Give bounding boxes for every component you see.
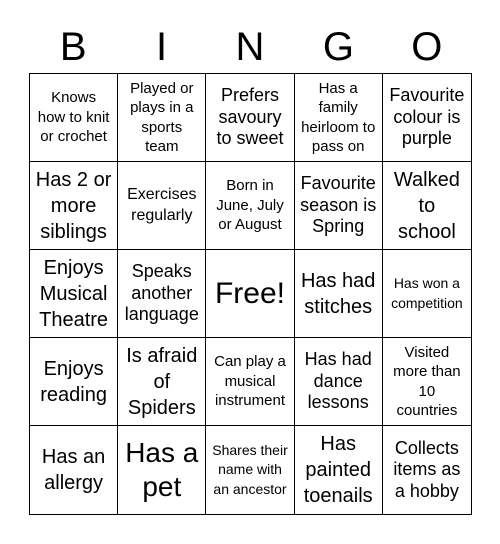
bingo-board xyxy=(29,73,472,515)
header-letter-b: B xyxy=(59,25,87,69)
bingo-cell[interactable] xyxy=(383,426,471,514)
bingo-cell-text: Is afraid of Spiders xyxy=(126,344,198,419)
bingo-cell-text: Has a family heirloom to pass on xyxy=(301,79,376,155)
bingo-cell[interactable] xyxy=(383,250,471,338)
bingo-cell[interactable] xyxy=(30,162,118,250)
bingo-cell-text: Collects items as a hobby xyxy=(393,437,461,501)
bingo-cell-text: Born in June, July or August xyxy=(216,177,284,234)
bingo-cell[interactable] xyxy=(118,338,206,426)
bingo-cell-text: Knows how to knit or crochet xyxy=(37,89,110,146)
bingo-cell[interactable] xyxy=(206,162,294,250)
bingo-cell-text: Shares their name with an ancestor xyxy=(212,441,288,497)
bingo-cell-text: Has had dance lessons xyxy=(304,349,372,413)
bingo-cell[interactable] xyxy=(118,250,206,338)
free-space-cell[interactable] xyxy=(206,250,294,338)
bingo-cell[interactable] xyxy=(206,74,294,162)
header-letter-g: G xyxy=(322,25,354,69)
bingo-cell-text: Enjoys Musical Theatre xyxy=(39,256,109,331)
bingo-cell-text: Visited more than 10 countries xyxy=(393,343,461,419)
bingo-cell-text: Favourite season is Spring xyxy=(300,173,377,237)
bingo-cell-text: Has 2 or more siblings xyxy=(35,168,112,243)
bingo-cell-text: Prefers savoury to sweet xyxy=(216,85,284,149)
bingo-cell[interactable] xyxy=(30,250,118,338)
bingo-cell-text: Speaks another language xyxy=(124,261,199,325)
bingo-cell[interactable] xyxy=(118,162,206,250)
bingo-cell[interactable] xyxy=(30,426,118,514)
bingo-cell-text: Has a pet xyxy=(125,437,199,502)
bingo-cell[interactable] xyxy=(383,162,471,250)
bingo-cell-text: Has had stitches xyxy=(300,269,376,318)
bingo-cell-text: Played or plays in a sports team xyxy=(130,79,194,155)
bingo-cell-text: Walked to school xyxy=(393,168,460,243)
bingo-cell[interactable] xyxy=(118,426,206,514)
bingo-cell[interactable] xyxy=(295,74,383,162)
bingo-header xyxy=(29,22,471,72)
bingo-cell[interactable] xyxy=(295,426,383,514)
bingo-cell[interactable] xyxy=(206,426,294,514)
bingo-cell[interactable] xyxy=(206,338,294,426)
bingo-cell[interactable] xyxy=(295,338,383,426)
header-letter-o: O xyxy=(411,25,443,69)
bingo-cell[interactable] xyxy=(30,74,118,162)
bingo-cell[interactable] xyxy=(118,74,206,162)
bingo-cell-text: Favourite colour is purple xyxy=(389,85,465,149)
bingo-cell[interactable] xyxy=(30,338,118,426)
bingo-cell[interactable] xyxy=(383,338,471,426)
bingo-cell-text: Has painted toenails xyxy=(303,433,373,507)
bingo-cell[interactable] xyxy=(295,162,383,250)
free-space-text: Free! xyxy=(214,276,285,310)
bingo-cell-text: Can play a musical instrument xyxy=(214,353,286,410)
bingo-cell-text: Has an allergy xyxy=(41,446,106,494)
bingo-cell-text: Enjoys reading xyxy=(40,357,107,406)
bingo-cell-text: Has won a competition xyxy=(391,274,463,311)
bingo-cell-text: Exercises regularly xyxy=(127,185,197,224)
bingo-cell[interactable] xyxy=(295,250,383,338)
header-letter-i: I xyxy=(156,25,168,69)
bingo-cell[interactable] xyxy=(383,74,471,162)
header-letter-n: N xyxy=(235,25,265,69)
